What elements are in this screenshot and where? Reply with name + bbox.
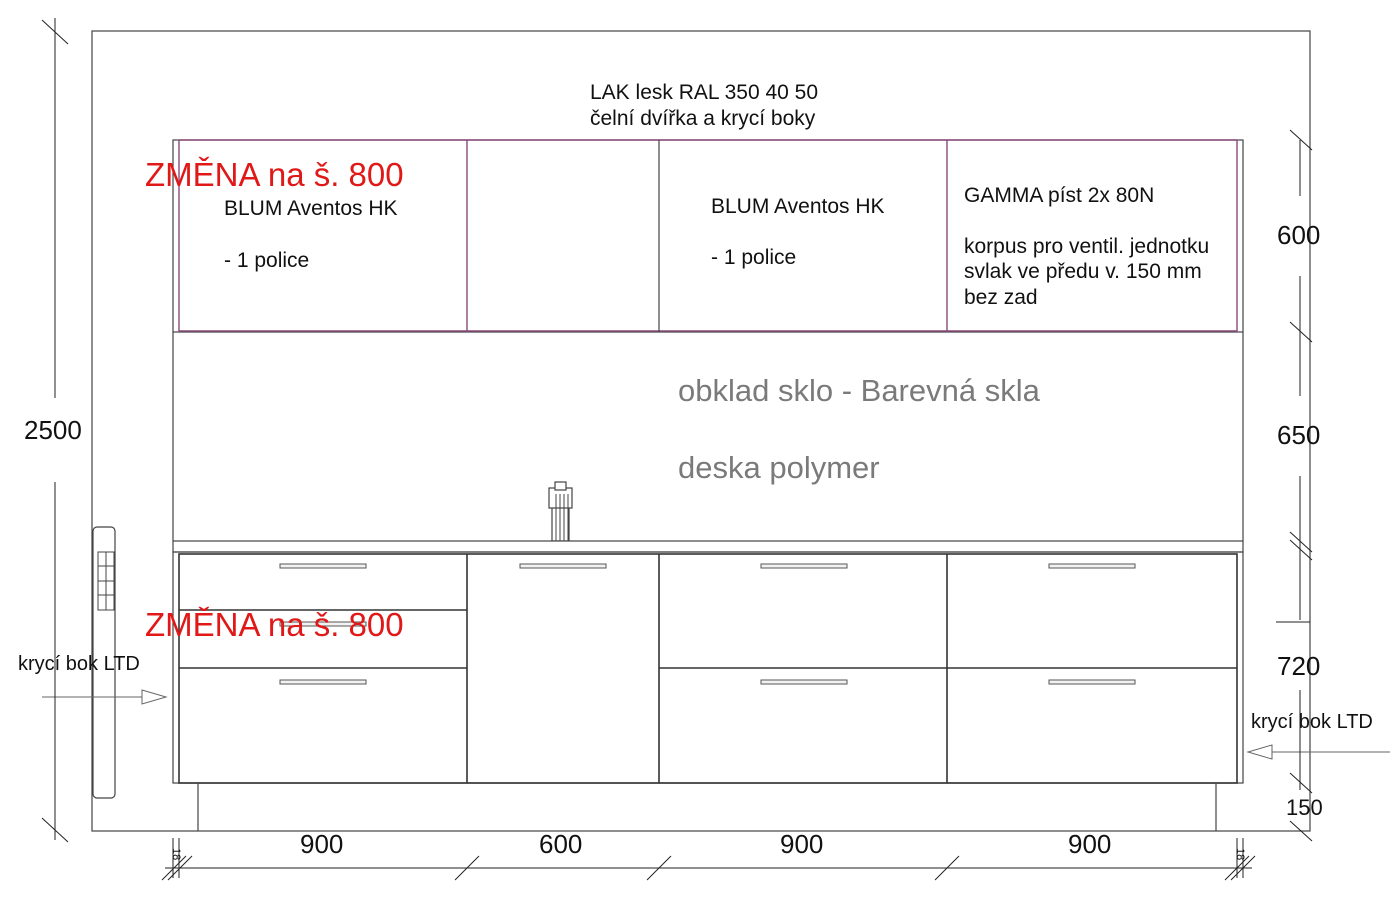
- worktop-material: deska polymer: [678, 450, 880, 485]
- width-cab2: 600: [539, 829, 583, 859]
- left-panel-thickness: 18: [170, 848, 182, 861]
- upper-cab4-note3: bez zad: [964, 286, 1038, 309]
- drawer-handle: [1049, 564, 1135, 568]
- worktop: [173, 541, 1243, 552]
- right-arrow-icon: [1248, 745, 1390, 759]
- backsplash: [173, 332, 1243, 541]
- plinth-height-value: 150: [1286, 795, 1323, 820]
- backsplash-height-value: 650: [1277, 420, 1321, 450]
- upper-cab3-shelf: - 1 police: [711, 246, 797, 269]
- drawer-handle: [280, 680, 366, 684]
- right-side-panel-label: krycí bok LTD: [1251, 711, 1373, 733]
- width-cab4: 900: [1068, 829, 1112, 859]
- left-side-panel-label: krycí bok LTD: [18, 653, 140, 675]
- upper-cab4-note2: svlak ve předu v. 150 mm: [964, 260, 1202, 283]
- drawer-handle: [761, 564, 847, 568]
- room-outline: [92, 31, 1310, 831]
- upper-cab3-fitting: BLUM Aventos HK: [711, 195, 885, 218]
- drawer-handle: [280, 564, 366, 568]
- faucet-icon: [549, 482, 572, 541]
- plinth: [198, 783, 1216, 831]
- drawer-handle: [1049, 680, 1135, 684]
- door-handle: [520, 564, 606, 568]
- upper-cab4-note1: korpus pro ventil. jednotku: [964, 235, 1210, 258]
- upper-change-note: ZMĚNA na š. 800: [145, 156, 404, 193]
- upper-cab4-fitting: GAMMA píst 2x 80N: [964, 184, 1155, 207]
- total-height-value: 2500: [24, 415, 82, 445]
- upper-height-value: 600: [1277, 220, 1321, 250]
- finish-note-line2: čelní dvířka a krycí boky: [590, 107, 816, 130]
- width-cab1: 900: [300, 829, 344, 859]
- backsplash-material: obklad sklo - Barevná skla: [678, 373, 1040, 408]
- lower-change-note: ZMĚNA na š. 800: [145, 606, 404, 643]
- lower-height-value: 720: [1277, 651, 1321, 681]
- width-cab3: 900: [780, 829, 824, 859]
- drawer-handle: [761, 680, 847, 684]
- lower-cabinets: [173, 552, 1243, 783]
- upper-cab1-fitting: BLUM Aventos HK: [224, 197, 398, 220]
- finish-note-line1: LAK lesk RAL 350 40 50: [590, 81, 819, 104]
- upper-cab1-shelf: - 1 police: [224, 249, 310, 272]
- right-panel-thickness: 18: [1234, 848, 1246, 861]
